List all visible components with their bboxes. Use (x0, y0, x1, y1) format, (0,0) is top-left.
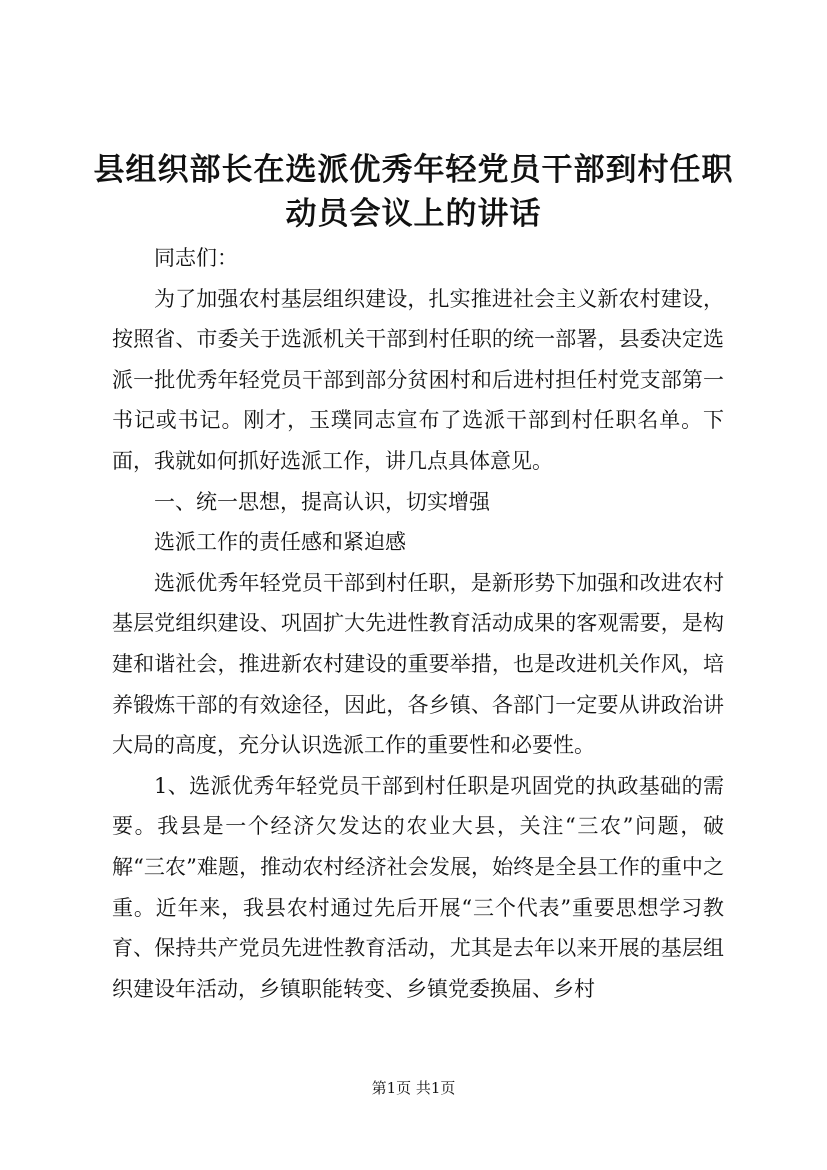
section-heading-line1: 一、统一思想，提高认识，切实增强 (154, 489, 490, 514)
section-heading-line2: 选派工作的责任感和紧迫感 (154, 530, 406, 555)
document-title-line2: 动员会议上的讲话 (285, 196, 542, 232)
document-body (112, 238, 724, 1009)
body-paragraph: 选派优秀年轻党员干部到村任职，是新形势下加强和改进农村基层党组织建设、巩固扩大先进性教育活动成果的客观需要，是构建和谐社会，推进新农村建设的重要举措，也是改进机关作风，培养锻炼干部的有效途径，因此，各乡镇、各部门一定要从讲政治讲大局的高度，充分认识选派工作的重要性和必要性。 (112, 570, 724, 758)
body-paragraph: 1、选派优秀年轻党员干部到村任职是巩固党的执政基础的需要。我县是一个经济欠发达的农业大县，关注“三农”问题，破解“三农”难题，推动农村经济社会发展，始终是全县工作的重中之重。近年来，我县农村通过先后开展“三个代表”重要思想学习教育、保持共产党员先进性教育活动，尤其是去年以来开展的基层组织建设年活动，乡镇职能转变、乡镇党委换届、乡村 (112, 773, 724, 1001)
document-title-line1: 县组织部长在选派优秀年轻党员干部到村任职 (93, 152, 734, 188)
salutation-paragraph: 同志们： (154, 246, 238, 270)
intro-paragraph: 为了加强农村基层组织建设，扎实推进社会主义新农村建设，按照省、市委关于选派机关干部到村任职的统一部署，县委决定选派一批优秀年轻党员干部到部分贫困村和后进村担任村党支部第一书记或书记。刚才，玉璞同志宣布了选派干部到村任职名单。下面，我就如何抓好选派工作，讲几点具体意见。 (112, 286, 724, 473)
page-footer: 第1页 共1页 (371, 1079, 456, 1097)
